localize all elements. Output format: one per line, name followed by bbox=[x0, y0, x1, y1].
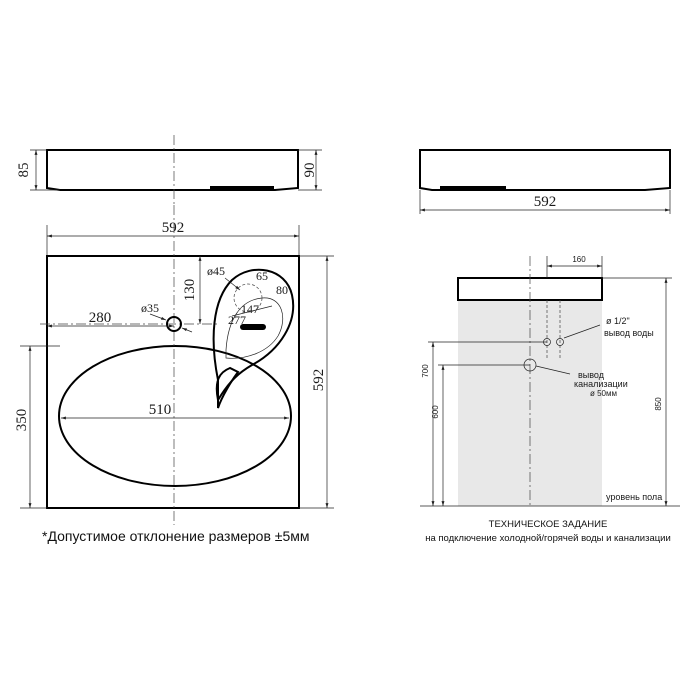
left-top-view bbox=[14, 205, 334, 525]
drain-outlet-label-2: канализации bbox=[574, 379, 628, 389]
tap-rear-dimension: 65 bbox=[256, 269, 268, 283]
spec-caption-title: ТЕХНИЧЕСКОЕ ЗАДАНИЕ bbox=[488, 519, 608, 530]
side-height-right: 90 bbox=[302, 162, 318, 178]
tap-width-dimension: 277 bbox=[228, 313, 246, 327]
tap-side-dimension: 80 bbox=[276, 283, 288, 297]
height-700-label: 700 bbox=[421, 364, 430, 378]
right-width-dimension: 592 bbox=[533, 194, 557, 210]
drain-size-label: ø 50мм bbox=[590, 389, 618, 398]
height-850-label: 850 bbox=[654, 397, 663, 411]
drain-outlet-label-1: вывод bbox=[578, 370, 604, 380]
bowl-outline bbox=[59, 346, 291, 486]
water-pipe-size-label: ø 1/2" bbox=[606, 316, 630, 326]
tolerance-note: *Допустимое отклонение размеров ±5мм bbox=[42, 528, 310, 544]
pipe-spacing-dimension: 160 bbox=[572, 255, 586, 264]
top-height-dimension: 592 bbox=[311, 368, 327, 392]
bowl-offset-dimension: 350 bbox=[14, 408, 30, 432]
bowl-width-dimension: 510 bbox=[148, 402, 172, 418]
right-side-view bbox=[420, 150, 670, 214]
spec-caption-subtitle: на подключение холодной/горячей воды и канализации bbox=[425, 533, 671, 544]
hole-diameter: ø35 bbox=[141, 301, 159, 315]
floor-level-label: уровень пола bbox=[606, 492, 663, 502]
connection-spec-view bbox=[420, 255, 680, 506]
side-height-left: 85 bbox=[16, 162, 32, 178]
left-side-view bbox=[16, 135, 322, 205]
height-600-label: 600 bbox=[431, 405, 440, 419]
tap-offset-dimension: 130 bbox=[182, 278, 198, 302]
hole-offset-dimension: 280 bbox=[88, 310, 112, 326]
water-outlet-label: вывод воды bbox=[604, 328, 654, 338]
tap-diameter: ø45 bbox=[207, 264, 225, 278]
tap-length-dimension: 147 bbox=[241, 302, 259, 316]
top-width-dimension: 592 bbox=[161, 220, 185, 236]
